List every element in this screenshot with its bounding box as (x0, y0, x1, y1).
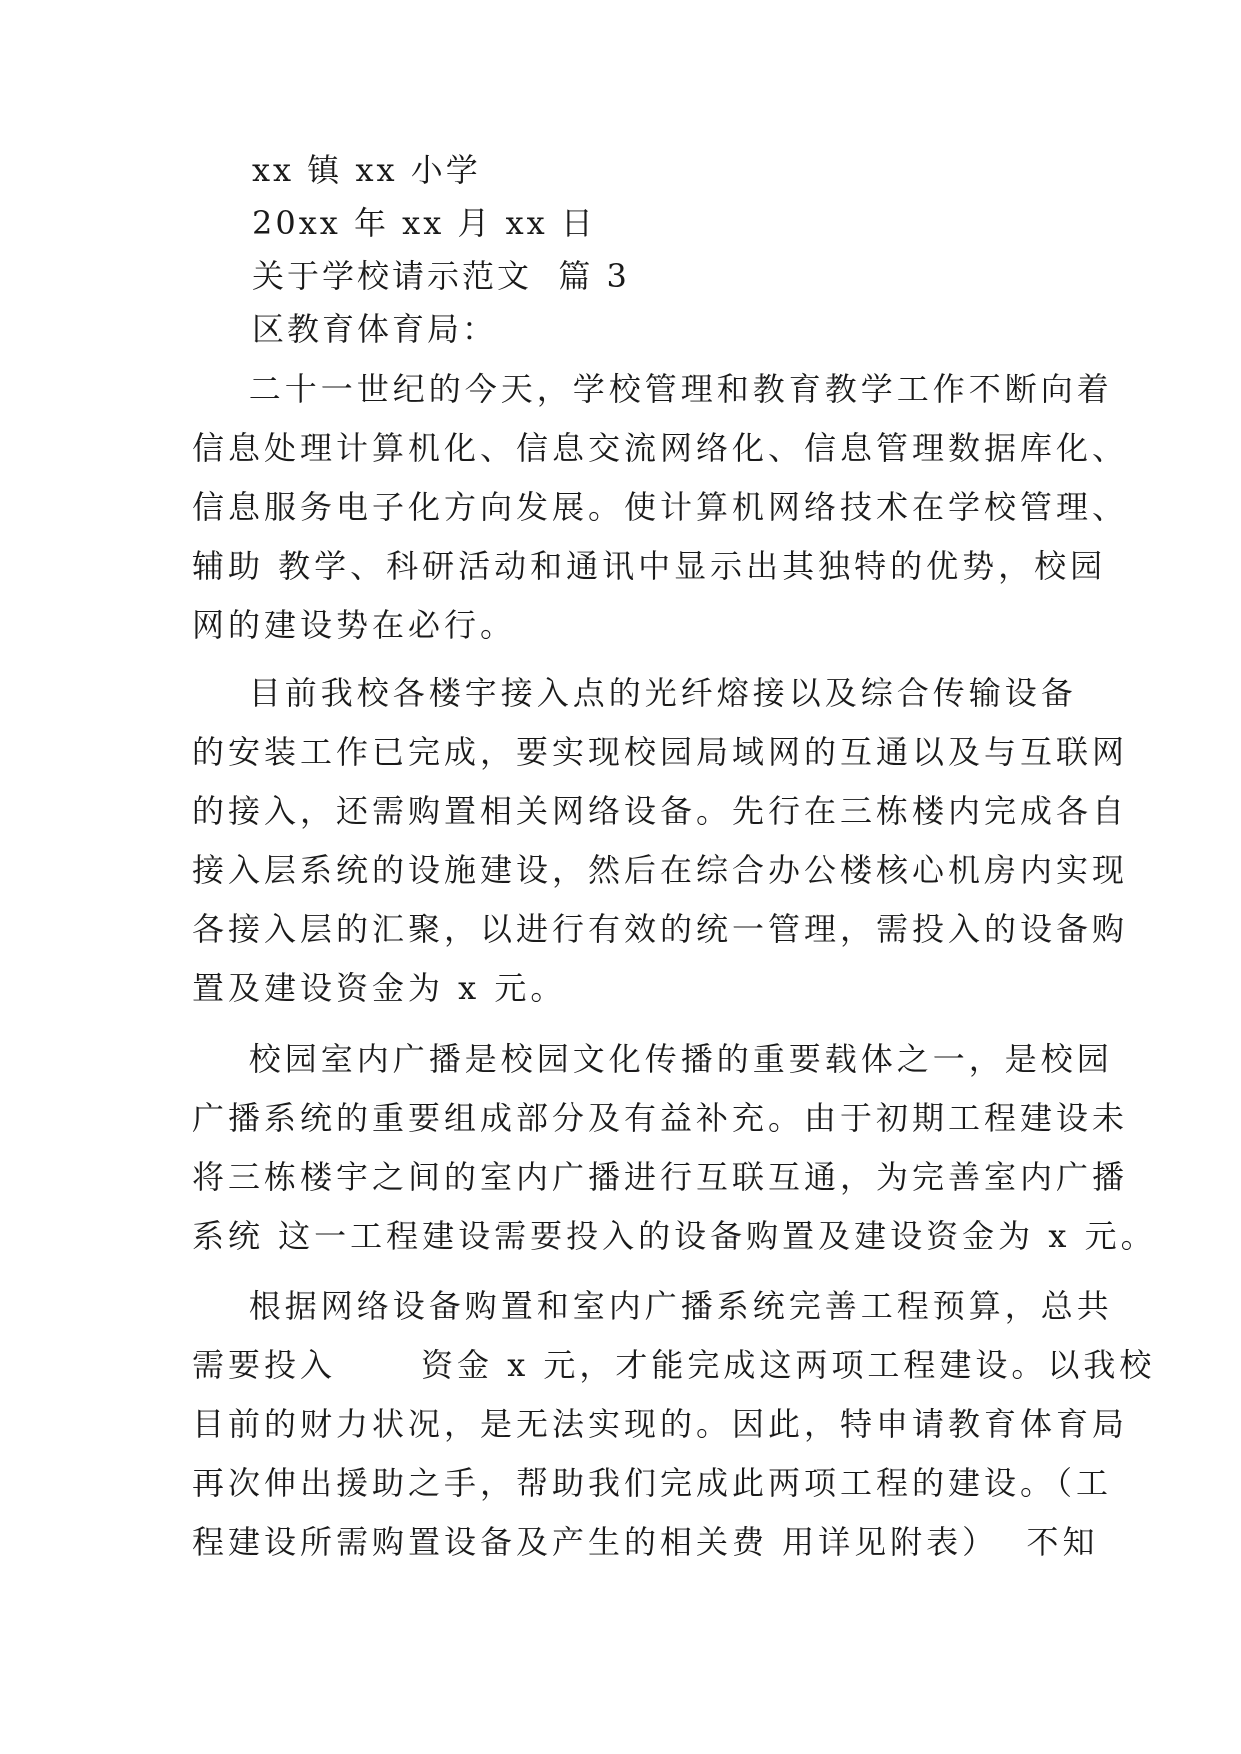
paragraph-line: 接入层系统的设施建设，然后在综合办公楼核心机房内实现 (192, 851, 1129, 889)
paragraph-line: 的接入，还需购置相关网络设备。先行在三栋楼内完成各自 (192, 792, 1129, 830)
paragraph-line: 信息服务电子化方向发展。使计算机网络技术在学校管理、 (192, 488, 1129, 526)
paragraph-line: 根据网络设备购置和室内广播系统完善工程预算，总共 (192, 1287, 1113, 1325)
paragraph-line: 网的建设势在必行。 (192, 606, 517, 644)
paragraph-line: 将三栋楼宇之间的室内广播进行互联互通，为完善室内广播 (192, 1158, 1129, 1196)
date-line: 20xx 年 xx 月 xx 日 (252, 204, 596, 242)
paragraph-line: 广播系统的重要组成部分及有益补充。由于初期工程建设未 (192, 1099, 1129, 1137)
paragraph-line: 目前的财力状况，是无法实现的。因此，特申请教育体育局 (192, 1405, 1129, 1443)
paragraph-line: 置及建设资金为 x 元。 (192, 969, 567, 1007)
section-title: 关于学校请示范文 篇 3 (252, 257, 630, 295)
school-name-line: xx 镇 xx 小学 (252, 151, 481, 189)
paragraph-line: 的安装工作已完成，要实现校园局域网的互通以及与互联网 (192, 733, 1129, 771)
paragraph-1 (192, 360, 1129, 655)
paragraph-line: 二十一世纪的今天，学校管理和教育教学工作不断向着 (192, 370, 1113, 408)
paragraph-3 (192, 1030, 1157, 1266)
paragraph-line: 程建设所需购置设备及产生的相关费 用详见附表） 不知 (192, 1523, 1099, 1561)
paragraph-line: 校园室内广播是校园文化传播的重要载体之一，是校园 (192, 1040, 1113, 1078)
paragraph-line: 信息处理计算机化、信息交流网络化、信息管理数据库化、 (192, 429, 1129, 467)
paragraph-4 (192, 1277, 1156, 1572)
paragraph-2 (192, 664, 1129, 1018)
recipient-line: 区教育体育局： (252, 310, 498, 348)
paragraph-line: 目前我校各楼宇接入点的光纤熔接以及综合传输设备 (192, 674, 1077, 712)
paragraph-line: 再次伸出援助之手，帮助我们完成此两项工程的建设。（工 (192, 1464, 1113, 1502)
paragraph-line: 辅助 教学、科研活动和通讯中显示出其独特的优势，校园 (192, 547, 1107, 585)
paragraph-line: 各接入层的汇聚，以进行有效的统一管理，需投入的设备购 (192, 910, 1129, 948)
paragraph-line: 系统 这一工程建设需要投入的设备购置及建设资金为 x 元。 (192, 1217, 1157, 1255)
paragraph-line: 需要投入 资金 x 元，才能完成这两项工程建设。以我校 (192, 1346, 1156, 1384)
